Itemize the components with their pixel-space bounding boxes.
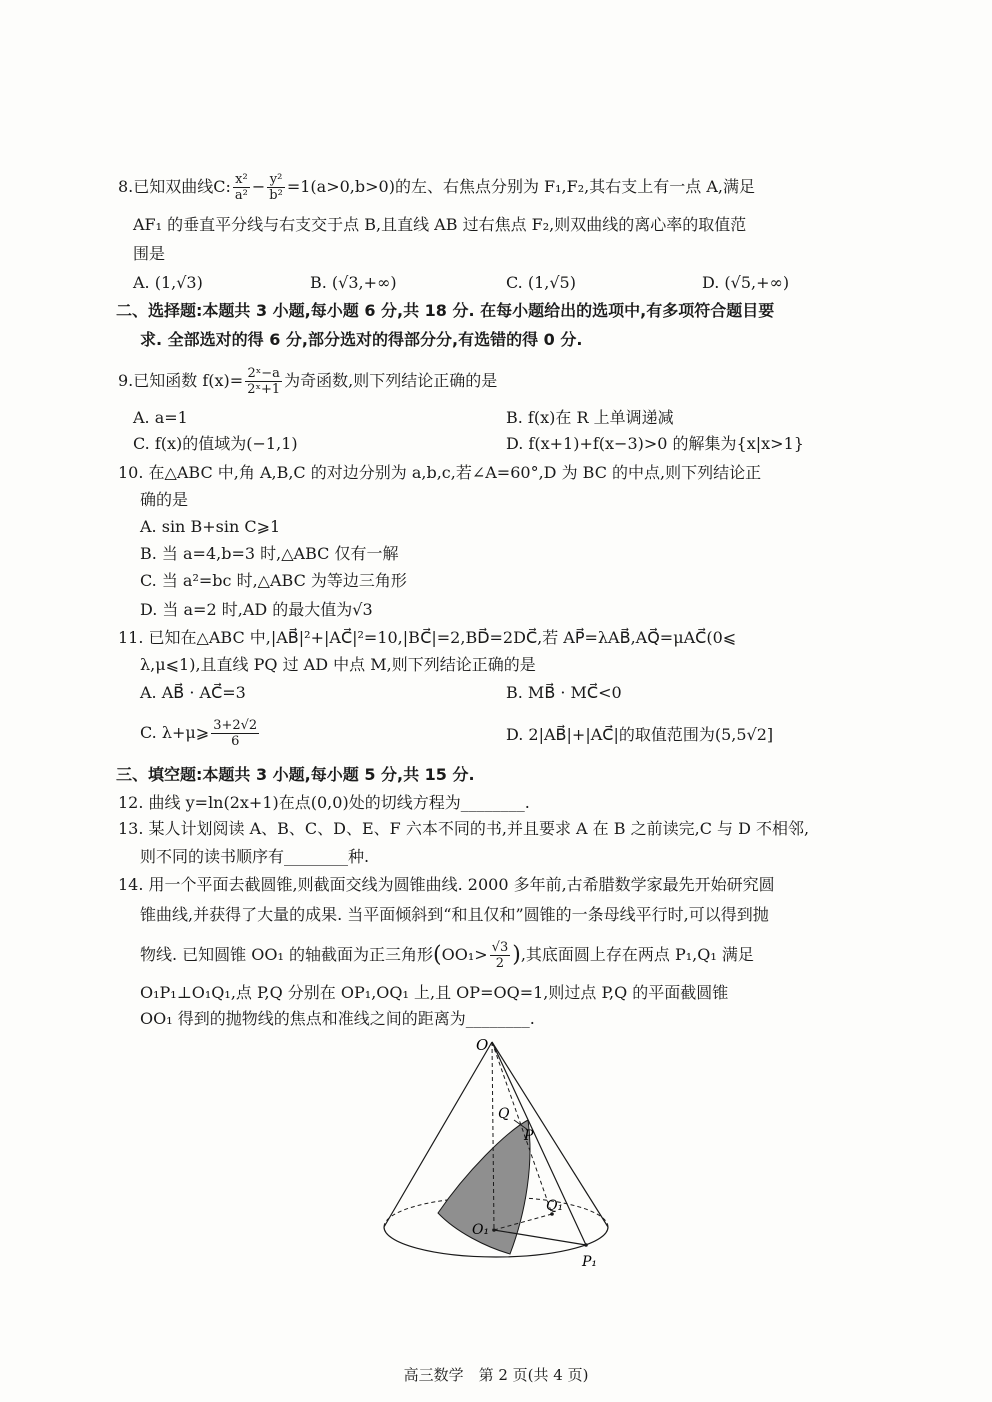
q14-line3-frac-den: 2 <box>495 956 505 971</box>
q8-frac1-num: x² <box>233 172 250 188</box>
q14-stem-line1: 14. 用一个平面去截圆锥,则截面交线为圆锥曲线. 2000 多年前,古希腊数学家最先开始研究圆 <box>118 875 775 894</box>
q9-option-d: D. f(x+1)+f(x−3)>0 的解集为{x|x>1} <box>506 434 804 453</box>
q8-stem-line1: 8.已知双曲线C: $\frac{\text{x²}}{\text{a²}}$ − $\frac{\text{y²}}{\text{b²}}$ =1(a>0,b>0)的左、右焦点分别为 F₁,F₂,其右支上有一点 A,满足 <box>118 172 755 203</box>
section2-heading-line1: 二、选择题:本题共 3 小题,每小题 6 分,共 18 分. 在每小题给出的选项中,有多项符合题目要 <box>116 301 775 320</box>
q8-curve-name: C: <box>213 177 231 196</box>
q8-stem-after: =1(a>0,b>0)的左、右焦点分别为 F₁,F₂,其右支上有一点 A,满足 <box>286 177 755 196</box>
q13-stem-line1: 13. 某人计划阅读 A、B、C、D、E、F 六本不同的书,并且要求 A 在 B 之前读完,C 与 D 不相邻, <box>118 819 810 838</box>
q13-stem-line2: 则不同的读书顺序有________种. <box>140 847 370 866</box>
q14-stem-line3: 物线. 已知圆锥 OO₁ 的轴截面为正三角形(OO₁> $\frac{√3}{2}$ ),其底面圆上存在两点 P₁,Q₁ 满足 <box>140 940 754 971</box>
q10-option-b: B. 当 a=4,b=3 时,△ABC 仅有一解 <box>140 544 399 563</box>
label-Q1: Q₁ <box>546 1198 564 1214</box>
q8-frac1-den: a² <box>234 188 248 203</box>
section2-heading-line2: 求. 全部选对的得 6 分,部分选对的得部分分,有选错的得 0 分. <box>140 330 583 349</box>
q11-stem-line2: λ,μ⩽1),且直线 PQ 过 AD 中点 M,则下列结论正确的是 <box>140 655 536 674</box>
q9-option-b: B. f(x)在 R 上单调递减 <box>506 408 674 427</box>
q9-frac <box>245 366 282 397</box>
label-Q: Q <box>498 1106 510 1122</box>
q8-option-d: D. (√5,+∞) <box>702 273 790 292</box>
q9-stem-after: 为奇函数,则下列结论正确的是 <box>284 371 498 390</box>
point-O1 <box>492 1228 496 1232</box>
q14-line3-after: ,其底面圆上存在两点 P₁,Q₁ 满足 <box>520 945 754 964</box>
q8-option-c: C. (1,√5) <box>506 273 576 292</box>
q11-option-c-frac-num: 3+2√2 <box>213 718 258 733</box>
q9-stem-prefix: 9.已知函数 f(x)= <box>118 371 244 390</box>
q10-option-d: D. 当 a=2 时,AD 的最大值为√3 <box>140 600 373 619</box>
q14-stem-line2: 锥曲线,并获得了大量的成果. 当平面倾斜到“和且仅和”圆锥的一条母线平行时,可以得到抛 <box>140 905 769 924</box>
q14-line3-frac-lhs: OO₁> <box>441 945 488 964</box>
q11-option-c <box>140 718 261 749</box>
q11-option-c-frac-den: 6 <box>231 734 240 749</box>
q11-option-b: B. MB⃗ · MC⃗<0 <box>506 683 622 702</box>
q10-option-c: C. 当 a²=bc 时,△ABC 为等边三角形 <box>140 571 407 590</box>
q9-option-c: C. f(x)的值域为(−1,1) <box>133 434 298 453</box>
q8-stem-line2: AF₁ 的垂直平分线与右支交于点 B,且直线 AB 过右焦点 F₂,则双曲线的离心率的取值范 <box>133 215 747 234</box>
q9-stem <box>118 366 497 397</box>
q8-stem-line3: 围是 <box>133 244 166 263</box>
section3-heading: 三、填空题:本题共 3 小题,每小题 5 分,共 15 分. <box>116 765 475 784</box>
q11-stem-line1: 11. 已知在△ABC 中,|AB⃗|²+|AC⃗|²=10,|BC⃗|=2,BD⃗=2DC⃗,若 AP⃗=λAB⃗,AQ⃗=μAC⃗(0⩽ <box>118 628 737 647</box>
q11-option-a: A. AB⃗ · AC⃗=3 <box>140 683 246 702</box>
q12-stem: 12. 曲线 y=ln(2x+1)在点(0,0)处的切线方程为________. <box>118 793 530 812</box>
q8-frac2-den: b² <box>269 188 283 203</box>
label-O: O <box>476 1036 489 1054</box>
q14-stem-line4: O₁P₁⊥O₁Q₁,点 P,Q 分别在 OP₁,OQ₁ 上,且 OP=OQ=1,则过点 P,Q 的平面截圆锥 <box>140 983 729 1002</box>
q14-line3-frac-num: √3 <box>491 940 509 955</box>
q8-option-b: B. (√3,+∞) <box>310 273 397 292</box>
q9-frac-den: 2ˣ+1 <box>247 382 281 397</box>
q8-frac2-num: y² <box>267 172 285 188</box>
q8-frac1 <box>233 172 250 203</box>
q8-frac2 <box>267 172 285 203</box>
q9-option-a: A. a=1 <box>133 408 188 427</box>
q11-option-c-frac <box>211 718 259 749</box>
cone-figure <box>376 1032 616 1282</box>
label-P: P <box>524 1128 534 1144</box>
q10-stem-line1: 10. 在△ABC 中,角 A,B,C 的对边分别为 a,b,c,若∠A=60°,D 为 BC 的中点,则下列结论正 <box>118 463 762 482</box>
q10-option-a: A. sin B+sin C⩾1 <box>140 517 281 536</box>
q8-option-a: A. (1,√3) <box>133 273 203 292</box>
label-O1: O₁ <box>472 1222 490 1238</box>
q14-line3-frac <box>490 940 511 971</box>
q10-stem-line2: 确的是 <box>140 490 189 509</box>
q14-line3-prefix: 物线. 已知圆锥 OO₁ 的轴截面为正三角形 <box>140 945 433 964</box>
point-P1 <box>584 1243 588 1247</box>
q11-option-c-prefix: C. λ+μ⩾ <box>140 723 210 742</box>
q9-frac-num: 2ˣ−a <box>245 366 282 382</box>
q8-stem-prefix: 8.已知双曲线 <box>118 177 214 196</box>
q11-option-d: D. 2|AB⃗|+|AC⃗|的取值范围为(5,5√2] <box>506 725 774 744</box>
q14-stem-line5: OO₁ 得到的抛物线的焦点和准线之间的距离为________. <box>140 1009 535 1028</box>
label-P1: P₁ <box>582 1254 598 1270</box>
page-footer: 高三数学 第 2 页(共 4 页) <box>403 1366 589 1384</box>
